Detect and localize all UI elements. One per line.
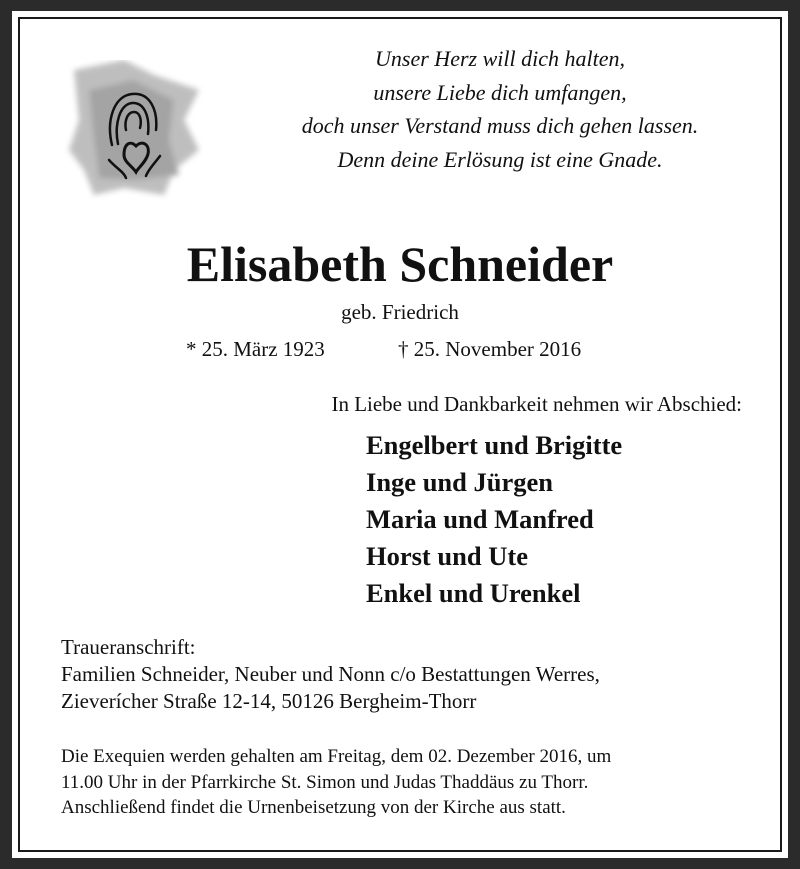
family-member: Horst und Ute (366, 541, 528, 571)
service-line: 11.00 Uhr in der Pfarrkirche St. Simon und Judas Thaddäus zu Thorr. (61, 771, 589, 793)
family-list (366, 427, 622, 612)
deceased-name: Elisabeth Schneider (186, 236, 614, 292)
poem-line: Denn deine Erlösung ist eine Gnade. (337, 146, 663, 172)
service-line: Anschließend findet die Urnenbeisetzung von der Kirche aus statt. (61, 797, 566, 818)
poem (230, 42, 770, 176)
address-line: Zieverícher Straße 12-14, 50126 Bergheim-Thorr (61, 689, 477, 713)
mourning-address (61, 634, 600, 715)
madonna-with-heart-icon (64, 60, 204, 200)
poem-line: doch unser Verstand muss dich gehen lassen. (301, 113, 699, 138)
family-member: Enkel und Urenkel (366, 578, 581, 608)
poem-line: unsere Liebe dich umfangen, (373, 79, 627, 105)
farewell-intro: In Liebe und Dankbarkeit nehmen wir Abschied: (331, 392, 742, 416)
poem-line: Unser Herz will dich halten, (375, 46, 625, 71)
service-line: Die Exequien werden gehalten am Freitag, dem 02. Dezember 2016, um (61, 746, 612, 767)
family-member: Maria und Manfred (366, 504, 594, 534)
family-member: Inge und Jürgen (366, 467, 554, 497)
address-label: Traueranschrift: (61, 635, 196, 659)
address-line: Familien Schneider, Neuber und Nonn c/o Bestattungen Werres, (61, 662, 600, 686)
funeral-service-info (61, 744, 611, 821)
family-member: Engelbert und Brigitte (366, 430, 623, 460)
maiden-name: geb. Friedrich (341, 300, 459, 324)
birth-date: * 25. März 1923 (186, 337, 325, 361)
death-date: † 25. November 2016 (398, 337, 582, 361)
